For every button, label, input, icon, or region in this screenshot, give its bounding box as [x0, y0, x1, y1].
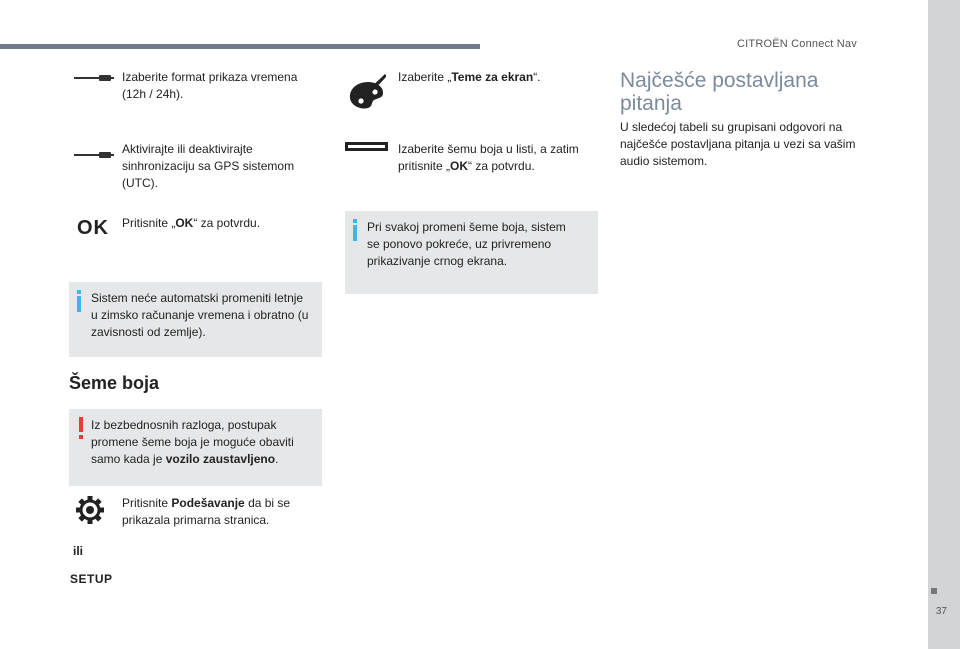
ok-step-pre: Pritisnite „ [122, 216, 176, 230]
settings-post: da bi se prikazala primarna stranica. [122, 496, 291, 527]
slider-icon [74, 149, 114, 161]
gear-icon [75, 495, 105, 525]
ok-step-bold: OK [175, 216, 194, 230]
page-header-title: CITROËN Connect Nav [737, 38, 857, 50]
palette-icon [346, 72, 386, 112]
info-note-box [345, 211, 598, 294]
warning-note-text [91, 417, 313, 468]
info-icon [353, 219, 359, 246]
scheme-post: “ za potvrdu. [468, 159, 535, 173]
themes-bold: Teme za ekran [451, 70, 534, 84]
scheme-step-text [398, 141, 588, 175]
warning-icon [78, 417, 84, 444]
info-note-text: Sistem neće automatski promeniti letnje u zimsko računanje vremena i obratno (u zavisnosti od zemlje). [91, 291, 309, 339]
themes-pre: Izaberite „ [398, 70, 452, 84]
time-format-text: Izaberite format prikaza vremena (12h / 24h). [122, 70, 298, 101]
settings-step-text [122, 495, 317, 529]
warning-note-box [69, 409, 322, 486]
warning-bold: vozilo zaustavljeno [165, 452, 276, 466]
settings-pre: Pritisnite [122, 496, 172, 510]
scheme-bold: OK [450, 159, 469, 173]
warning-post: . [275, 452, 279, 466]
page-marker [931, 588, 937, 594]
setup-label: SETUP [70, 572, 113, 586]
ok-step-text [122, 215, 322, 232]
scheme-pre: Izaberite šemu boja u listi, a zatim pritisnite „ [398, 142, 579, 173]
themes-step-text [398, 69, 588, 86]
themes-post: “. [533, 70, 541, 84]
header-accent-bar [0, 44, 480, 49]
ok-step-post: “ za potvrdu. [193, 216, 261, 230]
slider-icon [74, 72, 114, 84]
info-icon [77, 290, 83, 317]
gps-sync-text: Aktivirajte ili deaktivirajte sinhronizaciju sa GPS sistemom (UTC). [122, 142, 295, 190]
faq-title: Najčešće postavljana pitanja [620, 69, 819, 115]
or-label: ili [73, 544, 84, 558]
section-title: Šeme boja [69, 373, 160, 393]
page-edge-bar [928, 0, 960, 649]
info-note-box [69, 282, 322, 357]
warning-pre: Iz bezbednosnih razloga, postupak promene šeme boja je moguće obaviti samo kada je [91, 418, 294, 466]
faq-text: U sledećoj tabeli su grupisani odgovori na najčešće postavljana pitanja u vezi sa vašim audio sistemom. [620, 120, 856, 168]
page-number: 37 [935, 606, 947, 617]
settings-bold: Podešavanje [171, 496, 245, 510]
ok-icon: OK [77, 217, 109, 239]
info-note-text: Pri svakoj promeni šeme boja, sistem se ponovo pokreće, uz privremeno prikazivanje crnog ekrana. [367, 220, 566, 268]
list-bar-icon [345, 142, 388, 151]
